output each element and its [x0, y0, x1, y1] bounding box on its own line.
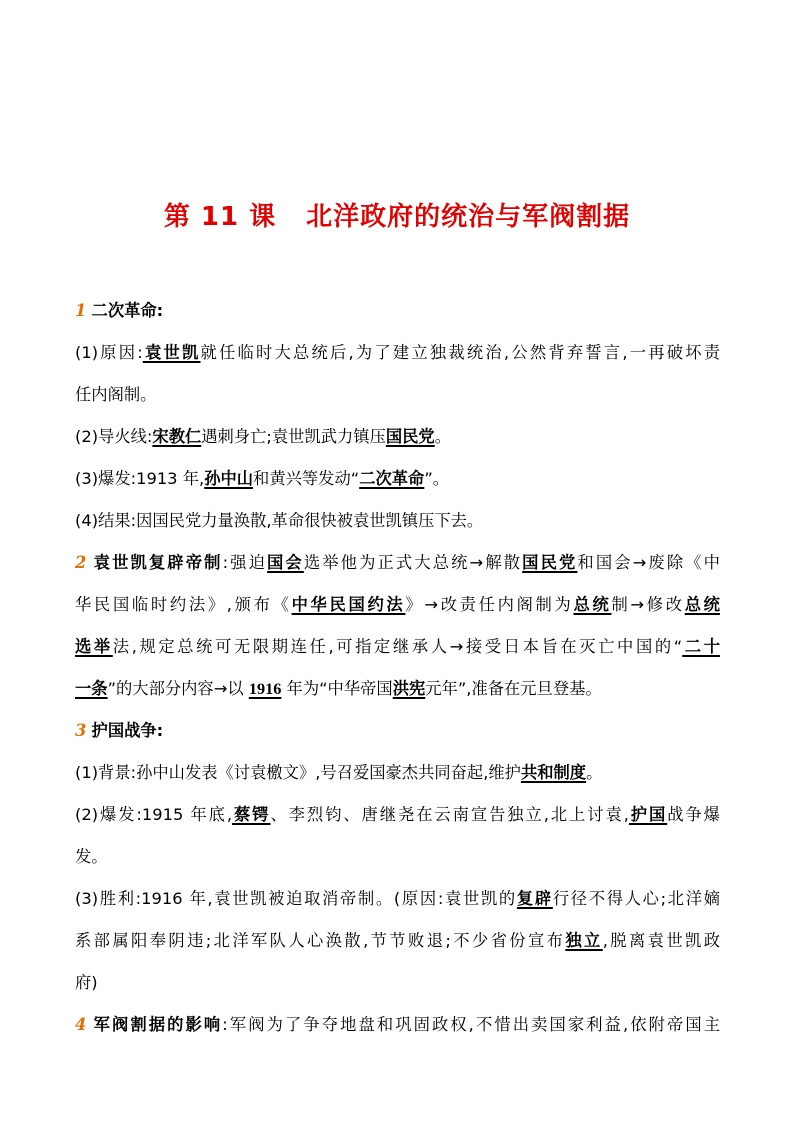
text: (3)爆发:1913 年, [75, 469, 205, 488]
text: 选举他为正式大总统→解散 [303, 553, 523, 572]
key-term: 复辟 [516, 889, 553, 908]
key-term: 1916 [248, 679, 282, 698]
section-number: 2 [75, 553, 87, 572]
text: ”的大部分内容→以 [107, 679, 249, 698]
key-term: 国民党 [385, 427, 435, 446]
s3-paragraph-1 [75, 752, 720, 794]
text: 就任临时大总统后,为了建立独裁统治,公然背弃誓言,一再破坏责 [200, 343, 720, 362]
section-2-line-1 [75, 542, 720, 584]
key-term: 国会 [267, 553, 304, 572]
key-term: 护国 [628, 805, 668, 824]
text: (1)原因: [75, 343, 143, 362]
s3-paragraph-3-end [75, 962, 720, 1004]
s1-paragraph-1-cont [75, 374, 720, 416]
section-2-line-4 [75, 668, 720, 710]
key-term: 蔡锷 [232, 805, 271, 824]
section-3-heading [75, 710, 720, 752]
key-term: 洪宪 [392, 679, 426, 698]
key-term: 选举 [75, 637, 113, 656]
s1-paragraph-3 [75, 458, 720, 500]
s3-paragraph-3 [75, 878, 720, 920]
section-2-line-3 [75, 626, 720, 668]
text: 年为“中华帝国 [281, 679, 393, 698]
key-term: 总统 [684, 595, 720, 614]
text: (4)结果:因国民党力量涣散,革命很快被袁世凯镇压下去。 [75, 511, 484, 530]
text: 。 [586, 763, 603, 782]
text: 任内阁制。 [75, 385, 157, 404]
key-term: 总统 [573, 595, 612, 614]
lesson-topic: 北洋政府的统治与军阀割据 [306, 202, 631, 232]
text: (2)导火线: [75, 427, 153, 446]
text: :军阀为了争夺地盘和巩固政权,不惜出卖国家利益,依附帝国主 [222, 1015, 720, 1034]
key-term: 一条 [75, 679, 108, 698]
s1-paragraph-1 [75, 332, 720, 374]
section-2-line-2 [75, 584, 720, 626]
section-heading: 袁世凯复辟帝制 [93, 553, 223, 572]
key-term: 袁世凯 [142, 343, 201, 362]
text: 。 [434, 427, 452, 446]
key-term: 国民党 [522, 553, 578, 572]
lesson-content [75, 290, 720, 1046]
text: ”。 [424, 469, 450, 488]
text: 和国会→废除《中 [577, 553, 720, 572]
key-term: 共和制度 [520, 763, 587, 782]
section-4-line-1 [75, 1004, 720, 1046]
text: 发。 [75, 847, 108, 866]
section-heading: 护国战争: [91, 721, 164, 740]
text: ,脱离袁世凯政 [602, 931, 720, 950]
text: 行径不得人心;北洋嫡 [552, 889, 720, 908]
text: 元年”,准备在元旦登基。 [425, 679, 602, 698]
text: 华民国临时约法》,颁布《 [75, 595, 292, 614]
section-number: 1 [75, 301, 87, 320]
s3-paragraph-2 [75, 794, 720, 836]
text: 》→改责任内阁制为 [405, 595, 574, 614]
text: :强迫 [222, 553, 268, 572]
key-term: 二十 [682, 637, 720, 656]
section-number: 4 [75, 1015, 87, 1034]
s3-paragraph-2-cont [75, 836, 720, 878]
text: 府) [75, 973, 98, 992]
section-heading: 军阀割据的影响 [93, 1015, 223, 1034]
text: 遇刺身亡;袁世凯武力镇压 [201, 427, 386, 446]
text: 战争爆 [667, 805, 720, 824]
section-heading: 二次革命: [91, 301, 164, 320]
text: 制→修改 [611, 595, 685, 614]
s1-paragraph-2 [75, 416, 720, 458]
text: (1)背景:孙中山发表《讨袁檄文》,号召爱国豪杰共同奋起,维护 [75, 763, 521, 782]
key-term: 中华民国约法 [291, 595, 406, 614]
lesson-number: 第 11 课 [163, 202, 277, 232]
text: (2)爆发:1915 年底, [75, 805, 233, 824]
key-term: 二次革命 [359, 469, 425, 488]
text: 和黄兴等发动“ [253, 469, 360, 488]
key-term: 独立 [565, 931, 603, 950]
s1-paragraph-4 [75, 500, 720, 542]
text: 系部属阳奉阴违;北洋军队人心涣散,节节败退;不少省份宣布 [75, 931, 566, 950]
text: 、李烈钧、唐继尧在云南宣告独立,北上讨袁, [270, 805, 629, 824]
text: 法,规定总统可无限期连任,可指定继承人→接受日本旨在灭亡中国的“ [112, 637, 683, 656]
section-number: 3 [75, 721, 87, 740]
text: (3)胜利:1916 年,袁世凯被迫取消帝制。(原因:袁世凯的 [75, 889, 517, 908]
key-term: 宋教仁 [152, 427, 202, 446]
lesson-title [0, 196, 794, 233]
key-term: 孙中山 [204, 469, 254, 488]
s3-paragraph-3-cont [75, 920, 720, 962]
section-1-heading [75, 290, 720, 332]
